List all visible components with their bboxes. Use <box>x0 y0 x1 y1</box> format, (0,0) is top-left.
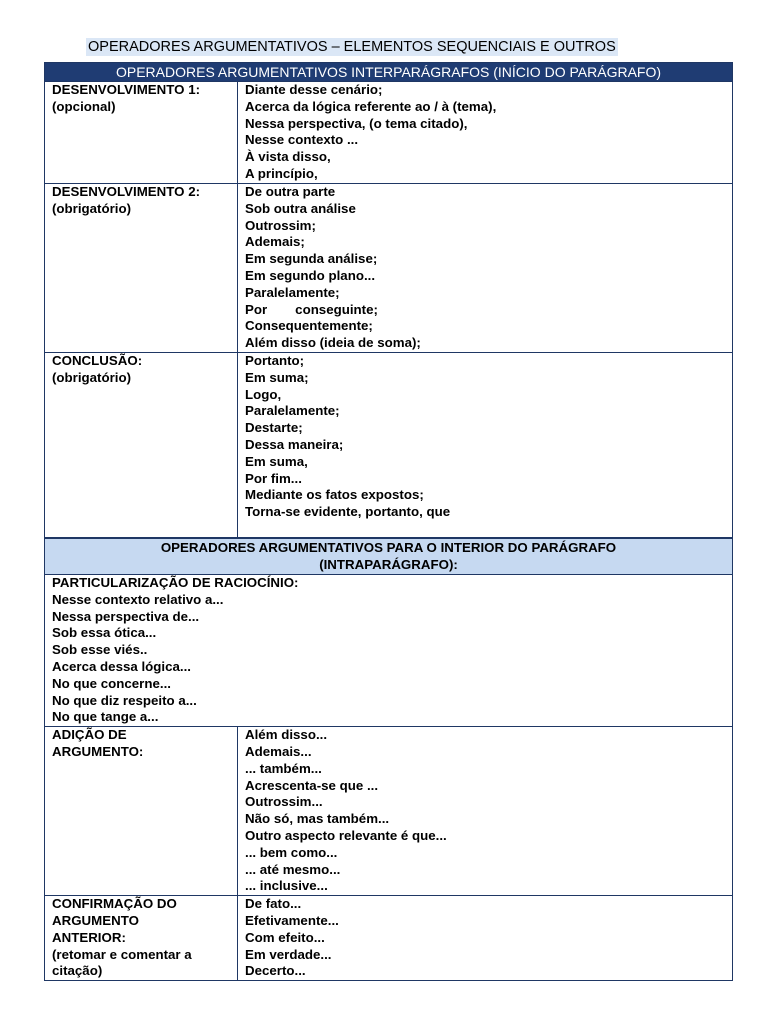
list-item: Ademais; <box>245 234 305 250</box>
list-item: Sob essa ótica... <box>52 625 157 641</box>
list-item: Além disso (ideia de soma); <box>245 335 421 351</box>
list-item: Em verdade... <box>245 946 332 962</box>
list-item: Acerca dessa lógica... <box>52 658 191 674</box>
label-line: DESENVOLVIMENTO 2: <box>52 184 201 199</box>
list-item: Paralelamente; <box>245 284 340 300</box>
row-label <box>45 727 238 896</box>
list-item: Paralelamente; <box>245 403 340 419</box>
list-item: Em segunda análise; <box>245 251 378 267</box>
list-item: À vista disso, <box>245 149 331 165</box>
list-item: Com efeito... <box>245 929 325 945</box>
section-header-interparagraph <box>45 63 733 82</box>
row-label <box>45 353 238 539</box>
list-item: ... até mesmo... <box>245 861 341 877</box>
label-line: (retomar e comentar a <box>52 946 192 962</box>
list-item: No que tange a... <box>52 709 159 725</box>
operators-table <box>44 62 733 981</box>
table-row-particularizacao <box>45 575 733 727</box>
label-line: DESENVOLVIMENTO 1: <box>52 82 201 97</box>
list-item: Dessa maneira; <box>245 436 344 452</box>
list-item: Em segundo plano... <box>245 267 376 283</box>
row-items <box>238 353 733 539</box>
list-item: Outrossim... <box>245 794 323 810</box>
list-item: Efetivamente... <box>245 912 339 928</box>
list-item: ... bem como... <box>245 844 338 860</box>
list-item: Mediante os fatos expostos; <box>245 487 424 503</box>
list-item: Consequentemente; <box>245 318 373 334</box>
label-line: (obrigatório) <box>52 369 132 385</box>
list-item: Decerto... <box>245 963 306 979</box>
row-items <box>238 184 733 353</box>
list-item: Nesse contexto ... <box>245 132 359 148</box>
list-item: Não só, mas também... <box>245 811 390 827</box>
label-line: CONFIRMAÇÃO DO <box>52 896 177 912</box>
list-item: Nesse contexto relativo a... <box>52 591 224 607</box>
table-row-desenvolvimento-1 <box>45 82 733 184</box>
list-item: De outra parte <box>245 184 336 199</box>
label-line: CONCLUSÃO: <box>52 353 143 368</box>
page-title: OPERADORES ARGUMENTATIVOS – ELEMENTOS SEQUENCIAIS E OUTROS <box>88 39 616 55</box>
label-line: ANTERIOR: <box>52 929 126 945</box>
row-items <box>238 896 733 981</box>
section-header-text <box>45 538 733 575</box>
list-item: Nessa perspectiva de... <box>52 608 200 624</box>
list-item: Sob outra análise <box>245 200 356 216</box>
list-item: ... também... <box>245 760 322 776</box>
section-header-intraparagraph <box>45 538 733 575</box>
label-line: (obrigatório) <box>52 200 132 216</box>
section-header-line: OPERADORES ARGUMENTATIVOS PARA O INTERIOR DO PARÁGRAFO <box>160 540 617 555</box>
list-item: Por fim... <box>245 470 302 486</box>
list-item: No que diz respeito a... <box>52 692 197 708</box>
table-row-confirmacao <box>45 896 733 981</box>
list-item: Além disso... <box>245 727 328 743</box>
list-item: Sob esse viés.. <box>52 642 148 658</box>
label-line: ARGUMENTO <box>52 912 139 928</box>
label-line: citação) <box>52 963 103 979</box>
list-item: No que concerne... <box>52 675 171 691</box>
table-row-desenvolvimento-2 <box>45 184 733 353</box>
list-item: Em suma, <box>245 453 308 469</box>
row-items <box>238 82 733 184</box>
label-line: ARGUMENTO: <box>52 743 144 759</box>
list-item: Ademais... <box>245 743 312 759</box>
list-item: Torna-se evidente, portanto, que <box>245 504 451 520</box>
list-item: Logo, <box>245 386 282 402</box>
label-line: (opcional) <box>52 98 116 114</box>
row-label <box>45 184 238 353</box>
table-row-adicao <box>45 727 733 896</box>
list-item: Nessa perspectiva, (o tema citado), <box>245 115 468 131</box>
table-row-conclusao <box>45 353 733 539</box>
list-item: ... inclusive... <box>245 878 328 894</box>
list-item: De fato... <box>245 896 302 912</box>
section-header-line: (INTRAPARÁGRAFO): <box>319 556 458 572</box>
section-header-text: OPERADORES ARGUMENTATIVOS INTERPARÁGRAFOS (INÍCIO DO PARÁGRAFO) <box>45 63 733 82</box>
list-item: Destarte; <box>245 420 303 436</box>
list-item: Outrossim; <box>245 217 316 233</box>
row-label <box>45 896 238 981</box>
list-item: Acerca da lógica referente ao / à (tema), <box>245 98 497 114</box>
row-items <box>238 727 733 896</box>
list-item: Outro aspecto relevante é que... <box>245 827 447 843</box>
list-item: A princípio, <box>245 165 318 181</box>
row-label <box>45 82 238 184</box>
list-item: Acrescenta-se que ... <box>245 777 379 793</box>
list-item: Por conseguinte; <box>245 301 378 317</box>
list-item: Em suma; <box>245 369 309 385</box>
label-line: ADIÇÃO DE <box>52 727 127 743</box>
list-item: Portanto; <box>245 353 305 368</box>
row-label: PARTICULARIZAÇÃO DE RACIOCÍNIO: <box>52 575 299 590</box>
list-item: Diante desse cenário; <box>245 82 383 97</box>
particularization-cell <box>45 575 733 727</box>
